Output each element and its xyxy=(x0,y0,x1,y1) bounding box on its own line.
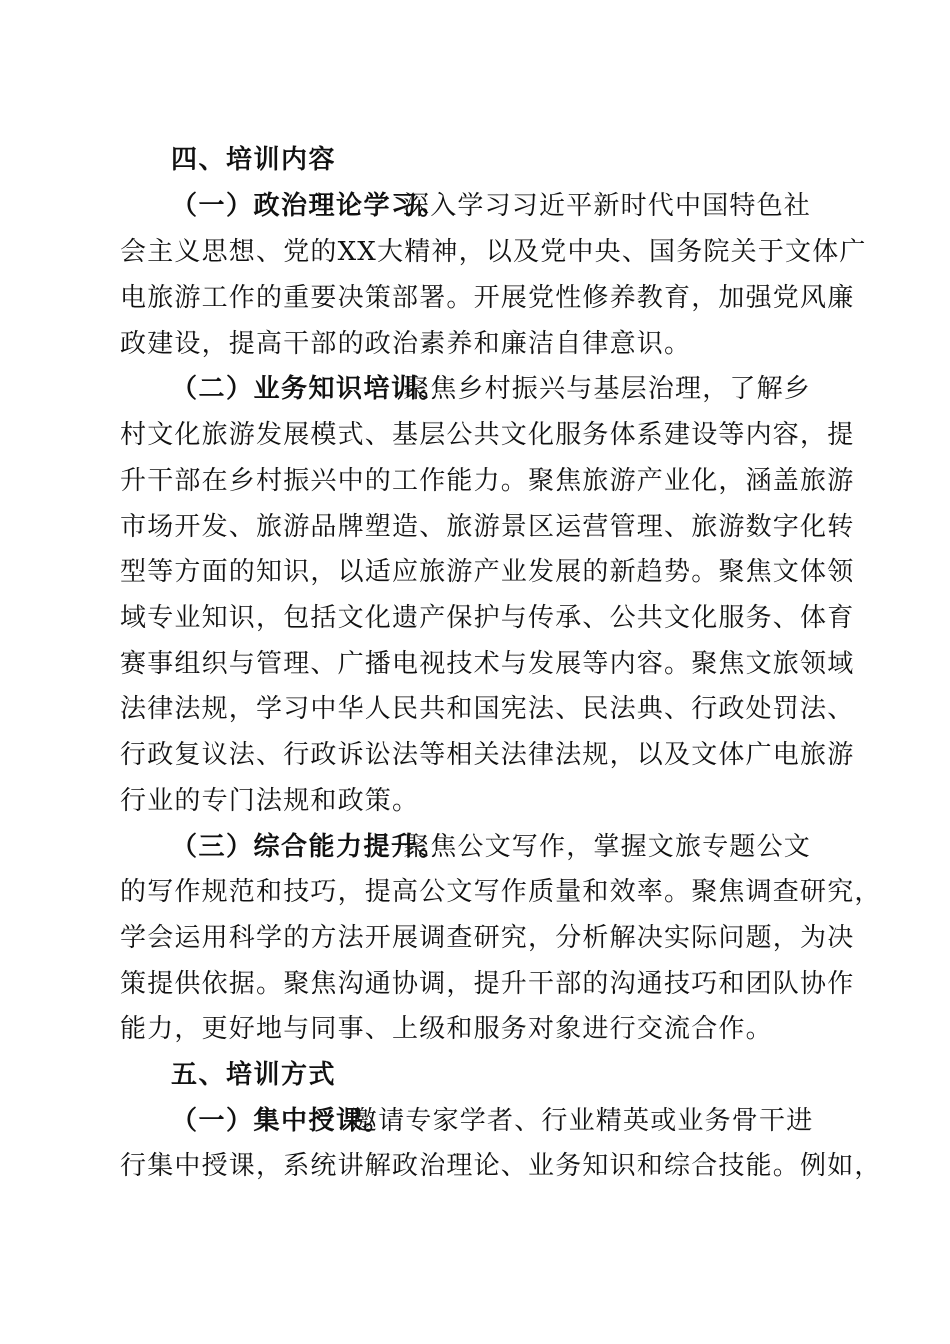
paragraph-line xyxy=(0,740,950,770)
section-heading-4 xyxy=(0,145,950,175)
paragraph-line xyxy=(0,649,950,679)
paragraph-line xyxy=(0,1151,950,1181)
paragraph-text: 的写作规范和技巧，提高公文写作质量和效率。聚焦调查研究， xyxy=(120,877,882,907)
paragraph-lead: （一）集中授课。 xyxy=(171,1106,392,1136)
paragraph-lead: （三）综合能力提升。 xyxy=(171,832,447,862)
paragraph-text: 赛事组织与管理、广播电视技术与发展等内容。聚焦文旅领域 xyxy=(120,649,855,679)
paragraph-line xyxy=(0,374,950,404)
paragraph-line xyxy=(0,1014,950,1044)
paragraph-text: 能力，更好地与同事、上级和服务对象进行交流合作。 xyxy=(120,1014,773,1044)
paragraph-text: 市场开发、旅游品牌塑造、旅游景区运营管理、旅游数字化转 xyxy=(120,512,855,542)
paragraph-lead: （一）政治理论学习。 xyxy=(171,191,447,221)
paragraph-text: 行业的专门法规和政策。 xyxy=(120,786,420,816)
paragraph-line xyxy=(0,191,950,221)
paragraph-text: 邀请专家学者、行业精英或业务骨干进 xyxy=(351,1106,814,1136)
paragraph-line xyxy=(0,877,950,907)
paragraph-text: 村文化旅游发展模式、基层公共文化服务体系建设等内容，提 xyxy=(120,420,855,450)
paragraph-line xyxy=(0,923,950,953)
paragraph-line xyxy=(0,466,950,496)
paragraph-text: 域专业知识，包括文化遗产保护与传承、公共文化服务、体育 xyxy=(120,603,855,633)
paragraph-line xyxy=(0,237,950,267)
paragraph-text: 聚焦公文写作，掌握文旅专题公文 xyxy=(403,832,812,862)
paragraph-line xyxy=(0,1106,950,1136)
paragraph-line xyxy=(0,329,950,359)
paragraph-text: 法律法规，学习中华人民共和国宪法、民法典、行政处罚法、 xyxy=(120,694,855,724)
paragraph-text: 聚焦乡村振兴与基层治理，了解乡 xyxy=(403,374,812,404)
paragraph-text: 升干部在乡村振兴中的工作能力。聚焦旅游产业化，涵盖旅游 xyxy=(120,466,855,496)
paragraph-line xyxy=(0,283,950,313)
paragraph-text: 会主义思想、党的XX大精神，以及党中央、国务院关于文体广 xyxy=(120,237,867,267)
paragraph-text: 行政复议法、行政诉讼法等相关法律法规，以及文体广电旅游 xyxy=(120,740,855,770)
paragraph-text: 行集中授课，系统讲解政治理论、业务知识和综合技能。例如， xyxy=(120,1151,882,1181)
paragraph-text: 政建设，提高干部的政治素养和廉洁自律意识。 xyxy=(120,329,692,359)
paragraph-line xyxy=(0,512,950,542)
paragraph-lead: （二）业务知识培训。 xyxy=(171,374,447,404)
heading-text: 四、培训内容 xyxy=(171,145,337,175)
paragraph-line xyxy=(0,603,950,633)
heading-text: 五、培训方式 xyxy=(171,1060,337,1090)
paragraph-text: 型等方面的知识，以适应旅游产业发展的新趋势。聚焦文体领 xyxy=(120,557,855,587)
paragraph-text: 电旅游工作的重要决策部署。开展党性修养教育，加强党风廉 xyxy=(120,283,855,313)
paragraph-text: 策提供依据。聚焦沟通协调，提升干部的沟通技巧和团队协作 xyxy=(120,969,855,999)
paragraph-line xyxy=(0,832,950,862)
paragraph-line xyxy=(0,786,950,816)
paragraph-text: 学会运用科学的方法开展调查研究，分析解决实际问题，为决 xyxy=(120,923,855,953)
section-heading-5 xyxy=(0,1060,950,1090)
paragraph-line xyxy=(0,694,950,724)
paragraph-line xyxy=(0,557,950,587)
paragraph-line xyxy=(0,969,950,999)
paragraph-text: 深入学习习近平新时代中国特色社 xyxy=(403,191,812,221)
paragraph-line xyxy=(0,420,950,450)
